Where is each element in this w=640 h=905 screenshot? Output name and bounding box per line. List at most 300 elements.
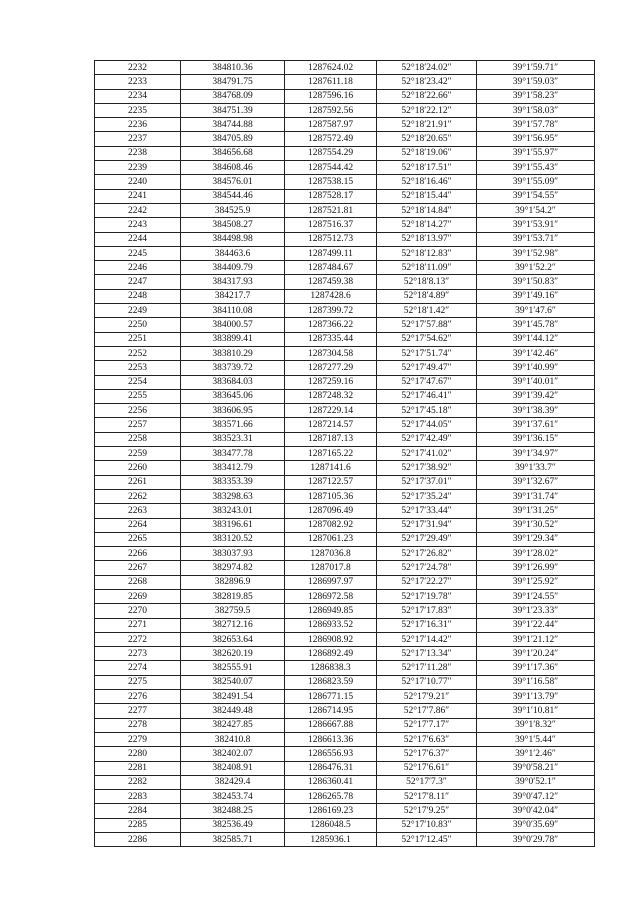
longitude-cell: 39°0′52.1″ <box>477 775 595 789</box>
latitude-cell: 52°17′16.31″ <box>377 618 477 632</box>
point-number-cell: 2266 <box>95 547 181 561</box>
table-row <box>95 461 595 475</box>
y-coordinate-cell: 1286838.3 <box>285 661 377 675</box>
x-coordinate-cell: 384525.9 <box>181 203 285 217</box>
point-number-cell: 2255 <box>95 389 181 403</box>
longitude-cell: 39°1′53.71″ <box>477 232 595 246</box>
point-number-cell: 2267 <box>95 561 181 575</box>
y-coordinate-cell: 1287082.92 <box>285 518 377 532</box>
y-coordinate-cell: 1287428.6 <box>285 289 377 303</box>
latitude-cell: 52°17′26.82″ <box>377 547 477 561</box>
longitude-cell: 39°0′47.12″ <box>477 790 595 804</box>
latitude-cell: 52°17′6.63″ <box>377 732 477 746</box>
point-number-cell: 2276 <box>95 690 181 704</box>
table-row <box>95 89 595 103</box>
y-coordinate-cell: 1285936.1 <box>285 833 377 847</box>
x-coordinate-cell: 384656.68 <box>181 146 285 160</box>
latitude-cell: 52°17′9.25″ <box>377 804 477 818</box>
latitude-cell: 52°17′7.3″ <box>377 775 477 789</box>
x-coordinate-cell: 383243.01 <box>181 504 285 518</box>
y-coordinate-cell: 1286265.78 <box>285 790 377 804</box>
longitude-cell: 39°1′13.79″ <box>477 690 595 704</box>
point-number-cell: 2253 <box>95 361 181 375</box>
x-coordinate-cell: 383353.39 <box>181 475 285 489</box>
longitude-cell: 39°1′2.46″ <box>477 747 595 761</box>
point-number-cell: 2233 <box>95 75 181 89</box>
longitude-cell: 39°1′38.39″ <box>477 404 595 418</box>
latitude-cell: 52°17′7.17″ <box>377 718 477 732</box>
latitude-cell: 52°18′14.27″ <box>377 218 477 232</box>
longitude-cell: 39°1′55.43″ <box>477 161 595 175</box>
y-coordinate-cell: 1287229.14 <box>285 404 377 418</box>
latitude-cell: 52°18′21.91″ <box>377 118 477 132</box>
point-number-cell: 2259 <box>95 447 181 461</box>
x-coordinate-cell: 383412.79 <box>181 461 285 475</box>
point-number-cell: 2256 <box>95 404 181 418</box>
longitude-cell: 39°0′35.69″ <box>477 818 595 832</box>
point-number-cell: 2275 <box>95 675 181 689</box>
y-coordinate-cell: 1286556.93 <box>285 747 377 761</box>
table-row <box>95 575 595 589</box>
x-coordinate-cell: 384544.46 <box>181 189 285 203</box>
y-coordinate-cell: 1286997.97 <box>285 575 377 589</box>
point-number-cell: 2262 <box>95 489 181 503</box>
longitude-cell: 39°1′26.99″ <box>477 561 595 575</box>
longitude-cell: 39°1′57.78″ <box>477 118 595 132</box>
x-coordinate-cell: 382408.91 <box>181 761 285 775</box>
point-number-cell: 2283 <box>95 790 181 804</box>
longitude-cell: 39°0′58.21″ <box>477 761 595 775</box>
longitude-cell: 39°1′44.12″ <box>477 332 595 346</box>
y-coordinate-cell: 1286908.92 <box>285 632 377 646</box>
y-coordinate-cell: 1287335.44 <box>285 332 377 346</box>
longitude-cell: 39°1′33.7″ <box>477 461 595 475</box>
x-coordinate-cell: 384608.46 <box>181 161 285 175</box>
y-coordinate-cell: 1286667.88 <box>285 718 377 732</box>
table-row <box>95 346 595 360</box>
latitude-cell: 52°17′51.74″ <box>377 346 477 360</box>
y-coordinate-cell: 1287304.58 <box>285 346 377 360</box>
x-coordinate-cell: 383120.52 <box>181 532 285 546</box>
x-coordinate-cell: 383196.61 <box>181 518 285 532</box>
x-coordinate-cell: 382410.8 <box>181 732 285 746</box>
x-coordinate-cell: 383684.03 <box>181 375 285 389</box>
longitude-cell: 39°1′54.2″ <box>477 203 595 217</box>
table-row <box>95 704 595 718</box>
y-coordinate-cell: 1287544.42 <box>285 161 377 175</box>
x-coordinate-cell: 383739.72 <box>181 361 285 375</box>
x-coordinate-cell: 382402.07 <box>181 747 285 761</box>
y-coordinate-cell: 1287499.11 <box>285 246 377 260</box>
y-coordinate-cell: 1287538.15 <box>285 175 377 189</box>
table-row <box>95 604 595 618</box>
latitude-cell: 52°18′23.42″ <box>377 75 477 89</box>
latitude-cell: 52°17′31.94″ <box>377 518 477 532</box>
point-number-cell: 2247 <box>95 275 181 289</box>
y-coordinate-cell: 1287122.57 <box>285 475 377 489</box>
table-row <box>95 732 595 746</box>
point-number-cell: 2264 <box>95 518 181 532</box>
point-number-cell: 2232 <box>95 61 181 75</box>
table-row <box>95 432 595 446</box>
longitude-cell: 39°1′25.92″ <box>477 575 595 589</box>
table-row <box>95 404 595 418</box>
y-coordinate-cell: 1287248.32 <box>285 389 377 403</box>
y-coordinate-cell: 1287165.22 <box>285 447 377 461</box>
point-number-cell: 2286 <box>95 833 181 847</box>
table-row <box>95 618 595 632</box>
table-row <box>95 261 595 275</box>
table-row <box>95 475 595 489</box>
latitude-cell: 52°17′8.11″ <box>377 790 477 804</box>
point-number-cell: 2257 <box>95 418 181 432</box>
y-coordinate-cell: 1287624.02 <box>285 61 377 75</box>
latitude-cell: 52°17′10.83″ <box>377 818 477 832</box>
latitude-cell: 52°17′19.78″ <box>377 589 477 603</box>
x-coordinate-cell: 384751.39 <box>181 103 285 117</box>
table-row <box>95 75 595 89</box>
y-coordinate-cell: 1287277.29 <box>285 361 377 375</box>
longitude-cell: 39°1′37.61″ <box>477 418 595 432</box>
x-coordinate-cell: 384498.98 <box>181 232 285 246</box>
latitude-cell: 52°17′49.47″ <box>377 361 477 375</box>
x-coordinate-cell: 384791.75 <box>181 75 285 89</box>
table-row <box>95 790 595 804</box>
longitude-cell: 39°1′8.32″ <box>477 718 595 732</box>
latitude-cell: 52°18′17.51″ <box>377 161 477 175</box>
longitude-cell: 39°1′5.44″ <box>477 732 595 746</box>
table-row <box>95 203 595 217</box>
longitude-cell: 39°1′34.97″ <box>477 447 595 461</box>
latitude-cell: 52°17′17.83″ <box>377 604 477 618</box>
latitude-cell: 52°17′38.92″ <box>377 461 477 475</box>
x-coordinate-cell: 383571.66 <box>181 418 285 432</box>
longitude-cell: 39°1′30.52″ <box>477 518 595 532</box>
y-coordinate-cell: 1287512.73 <box>285 232 377 246</box>
x-coordinate-cell: 382896.9 <box>181 575 285 589</box>
y-coordinate-cell: 1287459.38 <box>285 275 377 289</box>
longitude-cell: 39°1′47.6″ <box>477 304 595 318</box>
y-coordinate-cell: 1287484.67 <box>285 261 377 275</box>
coordinate-table-body <box>95 61 595 847</box>
table-row <box>95 561 595 575</box>
latitude-cell: 52°18′4.89″ <box>377 289 477 303</box>
table-row <box>95 690 595 704</box>
longitude-cell: 39°1′53.91″ <box>477 218 595 232</box>
longitude-cell: 39°1′45.78″ <box>477 318 595 332</box>
table-row <box>95 818 595 832</box>
longitude-cell: 39°0′42.04″ <box>477 804 595 818</box>
x-coordinate-cell: 383037.93 <box>181 547 285 561</box>
longitude-cell: 39°1′40.99″ <box>477 361 595 375</box>
longitude-cell: 39°1′31.25″ <box>477 504 595 518</box>
x-coordinate-cell: 384705.89 <box>181 132 285 146</box>
y-coordinate-cell: 1287036.8 <box>285 547 377 561</box>
point-number-cell: 2269 <box>95 589 181 603</box>
y-coordinate-cell: 1287259.16 <box>285 375 377 389</box>
y-coordinate-cell: 1286823.59 <box>285 675 377 689</box>
point-number-cell: 2234 <box>95 89 181 103</box>
latitude-cell: 52°17′41.02″ <box>377 447 477 461</box>
table-row <box>95 675 595 689</box>
point-number-cell: 2239 <box>95 161 181 175</box>
longitude-cell: 39°1′32.67″ <box>477 475 595 489</box>
table-row <box>95 189 595 203</box>
longitude-cell: 39°1′22.44″ <box>477 618 595 632</box>
table-row <box>95 61 595 75</box>
longitude-cell: 39°1′16.58″ <box>477 675 595 689</box>
point-number-cell: 2241 <box>95 189 181 203</box>
point-number-cell: 2254 <box>95 375 181 389</box>
point-number-cell: 2273 <box>95 647 181 661</box>
point-number-cell: 2242 <box>95 203 181 217</box>
y-coordinate-cell: 1287572.49 <box>285 132 377 146</box>
y-coordinate-cell: 1286613.36 <box>285 732 377 746</box>
latitude-cell: 52°17′42.49″ <box>377 432 477 446</box>
longitude-cell: 39°1′31.74″ <box>477 489 595 503</box>
y-coordinate-cell: 1287061.23 <box>285 532 377 546</box>
longitude-cell: 39°1′59.71″ <box>477 61 595 75</box>
y-coordinate-cell: 1287592.56 <box>285 103 377 117</box>
x-coordinate-cell: 384768.09 <box>181 89 285 103</box>
x-coordinate-cell: 384110.08 <box>181 304 285 318</box>
longitude-cell: 39°1′20.24″ <box>477 647 595 661</box>
latitude-cell: 52°17′45.18″ <box>377 404 477 418</box>
table-row <box>95 489 595 503</box>
point-number-cell: 2282 <box>95 775 181 789</box>
x-coordinate-cell: 382819.85 <box>181 589 285 603</box>
y-coordinate-cell: 1287611.18 <box>285 75 377 89</box>
y-coordinate-cell: 1287366.22 <box>285 318 377 332</box>
latitude-cell: 52°17′29.49″ <box>377 532 477 546</box>
latitude-cell: 52°17′6.37″ <box>377 747 477 761</box>
x-coordinate-cell: 382653.64 <box>181 632 285 646</box>
point-number-cell: 2235 <box>95 103 181 117</box>
latitude-cell: 52°17′13.34″ <box>377 647 477 661</box>
x-coordinate-cell: 384409.79 <box>181 261 285 275</box>
longitude-cell: 39°1′59.03″ <box>477 75 595 89</box>
y-coordinate-cell: 1287528.17 <box>285 189 377 203</box>
table-row <box>95 289 595 303</box>
x-coordinate-cell: 382536.49 <box>181 818 285 832</box>
longitude-cell: 39°1′54.55″ <box>477 189 595 203</box>
table-row <box>95 332 595 346</box>
point-number-cell: 2260 <box>95 461 181 475</box>
y-coordinate-cell: 1286476.31 <box>285 761 377 775</box>
point-number-cell: 2274 <box>95 661 181 675</box>
point-number-cell: 2279 <box>95 732 181 746</box>
longitude-cell: 39°1′52.2″ <box>477 261 595 275</box>
y-coordinate-cell: 1287554.29 <box>285 146 377 160</box>
y-coordinate-cell: 1286360.41 <box>285 775 377 789</box>
longitude-cell: 39°1′28.02″ <box>477 547 595 561</box>
latitude-cell: 52°18′1.42″ <box>377 304 477 318</box>
x-coordinate-cell: 384000.57 <box>181 318 285 332</box>
y-coordinate-cell: 1287141.6 <box>285 461 377 475</box>
point-number-cell: 2272 <box>95 632 181 646</box>
table-row <box>95 447 595 461</box>
longitude-cell: 39°1′17.36″ <box>477 661 595 675</box>
y-coordinate-cell: 1286169.23 <box>285 804 377 818</box>
point-number-cell: 2271 <box>95 618 181 632</box>
point-number-cell: 2265 <box>95 532 181 546</box>
point-number-cell: 2268 <box>95 575 181 589</box>
y-coordinate-cell: 1286771.15 <box>285 690 377 704</box>
x-coordinate-cell: 382540.07 <box>181 675 285 689</box>
x-coordinate-cell: 382712.16 <box>181 618 285 632</box>
latitude-cell: 52°18′19.06″ <box>377 146 477 160</box>
x-coordinate-cell: 384744.88 <box>181 118 285 132</box>
point-number-cell: 2261 <box>95 475 181 489</box>
table-row <box>95 103 595 117</box>
table-row <box>95 504 595 518</box>
point-number-cell: 2251 <box>95 332 181 346</box>
point-number-cell: 2277 <box>95 704 181 718</box>
longitude-cell: 39°1′39.42″ <box>477 389 595 403</box>
point-number-cell: 2248 <box>95 289 181 303</box>
x-coordinate-cell: 384810.36 <box>181 61 285 75</box>
table-row <box>95 661 595 675</box>
point-number-cell: 2263 <box>95 504 181 518</box>
y-coordinate-cell: 1287017.8 <box>285 561 377 575</box>
y-coordinate-cell: 1286949.85 <box>285 604 377 618</box>
point-number-cell: 2240 <box>95 175 181 189</box>
point-number-cell: 2285 <box>95 818 181 832</box>
table-row <box>95 361 595 375</box>
x-coordinate-cell: 384463.6 <box>181 246 285 260</box>
table-row <box>95 418 595 432</box>
latitude-cell: 52°17′44.05″ <box>377 418 477 432</box>
table-row <box>95 775 595 789</box>
table-row <box>95 375 595 389</box>
point-number-cell: 2237 <box>95 132 181 146</box>
latitude-cell: 52°17′37.01″ <box>377 475 477 489</box>
table-row <box>95 161 595 175</box>
table-row <box>95 833 595 847</box>
table-row <box>95 747 595 761</box>
point-number-cell: 2250 <box>95 318 181 332</box>
table-row <box>95 318 595 332</box>
latitude-cell: 52°17′57.88″ <box>377 318 477 332</box>
x-coordinate-cell: 383298.63 <box>181 489 285 503</box>
latitude-cell: 52°18′8.13″ <box>377 275 477 289</box>
table-row <box>95 718 595 732</box>
y-coordinate-cell: 1287214.57 <box>285 418 377 432</box>
x-coordinate-cell: 383899.41 <box>181 332 285 346</box>
point-number-cell: 2258 <box>95 432 181 446</box>
x-coordinate-cell: 383810.29 <box>181 346 285 360</box>
longitude-cell: 39°1′23.33″ <box>477 604 595 618</box>
longitude-cell: 39°1′58.03″ <box>477 103 595 117</box>
point-number-cell: 2244 <box>95 232 181 246</box>
latitude-cell: 52°18′16.46″ <box>377 175 477 189</box>
latitude-cell: 52°18′22.66″ <box>377 89 477 103</box>
latitude-cell: 52°17′11.28″ <box>377 661 477 675</box>
longitude-cell: 39°1′10.81″ <box>477 704 595 718</box>
y-coordinate-cell: 1287105.36 <box>285 489 377 503</box>
coordinate-table <box>94 60 595 847</box>
table-row <box>95 547 595 561</box>
longitude-cell: 39°1′50.83″ <box>477 275 595 289</box>
latitude-cell: 52°17′35.24″ <box>377 489 477 503</box>
x-coordinate-cell: 384576.01 <box>181 175 285 189</box>
latitude-cell: 52°18′24.02″ <box>377 61 477 75</box>
y-coordinate-cell: 1287587.97 <box>285 118 377 132</box>
latitude-cell: 52°17′9.21″ <box>377 690 477 704</box>
longitude-cell: 39°1′21.12″ <box>477 632 595 646</box>
longitude-cell: 39°1′58.23″ <box>477 89 595 103</box>
longitude-cell: 39°1′36.15″ <box>477 432 595 446</box>
longitude-cell: 39°1′29.34″ <box>477 532 595 546</box>
table-row <box>95 804 595 818</box>
x-coordinate-cell: 383477.78 <box>181 447 285 461</box>
table-row <box>95 532 595 546</box>
latitude-cell: 52°18′12.83″ <box>377 246 477 260</box>
x-coordinate-cell: 382491.54 <box>181 690 285 704</box>
table-row <box>95 146 595 160</box>
table-row <box>95 589 595 603</box>
x-coordinate-cell: 382555.91 <box>181 661 285 675</box>
latitude-cell: 52°17′46.41″ <box>377 389 477 403</box>
y-coordinate-cell: 1286048.5 <box>285 818 377 832</box>
latitude-cell: 52°18′13.97″ <box>377 232 477 246</box>
longitude-cell: 39°1′40.01″ <box>477 375 595 389</box>
x-coordinate-cell: 384508.27 <box>181 218 285 232</box>
y-coordinate-cell: 1287521.81 <box>285 203 377 217</box>
x-coordinate-cell: 383606.95 <box>181 404 285 418</box>
x-coordinate-cell: 384217.7 <box>181 289 285 303</box>
point-number-cell: 2238 <box>95 146 181 160</box>
point-number-cell: 2280 <box>95 747 181 761</box>
latitude-cell: 52°17′33.44″ <box>377 504 477 518</box>
x-coordinate-cell: 382427.85 <box>181 718 285 732</box>
point-number-cell: 2270 <box>95 604 181 618</box>
table-row <box>95 118 595 132</box>
longitude-cell: 39°1′24.55″ <box>477 589 595 603</box>
longitude-cell: 39°1′49.16″ <box>477 289 595 303</box>
point-number-cell: 2243 <box>95 218 181 232</box>
y-coordinate-cell: 1287187.13 <box>285 432 377 446</box>
point-number-cell: 2246 <box>95 261 181 275</box>
latitude-cell: 52°18′22.12″ <box>377 103 477 117</box>
table-row <box>95 761 595 775</box>
y-coordinate-cell: 1286933.52 <box>285 618 377 632</box>
point-number-cell: 2278 <box>95 718 181 732</box>
latitude-cell: 52°17′47.67″ <box>377 375 477 389</box>
x-coordinate-cell: 382488.25 <box>181 804 285 818</box>
point-number-cell: 2245 <box>95 246 181 260</box>
table-row <box>95 218 595 232</box>
x-coordinate-cell: 382429.4 <box>181 775 285 789</box>
table-row <box>95 304 595 318</box>
latitude-cell: 52°18′11.09″ <box>377 261 477 275</box>
latitude-cell: 52°18′14.84″ <box>377 203 477 217</box>
longitude-cell: 39°1′56.95″ <box>477 132 595 146</box>
x-coordinate-cell: 382759.5 <box>181 604 285 618</box>
table-row <box>95 132 595 146</box>
latitude-cell: 52°17′7.86″ <box>377 704 477 718</box>
point-number-cell: 2252 <box>95 346 181 360</box>
longitude-cell: 39°0′29.78″ <box>477 833 595 847</box>
point-number-cell: 2281 <box>95 761 181 775</box>
x-coordinate-cell: 383645.06 <box>181 389 285 403</box>
longitude-cell: 39°1′55.09″ <box>477 175 595 189</box>
x-coordinate-cell: 382585.71 <box>181 833 285 847</box>
latitude-cell: 52°18′15.44″ <box>377 189 477 203</box>
y-coordinate-cell: 1286714.95 <box>285 704 377 718</box>
longitude-cell: 39°1′55.97″ <box>477 146 595 160</box>
latitude-cell: 52°17′10.77″ <box>377 675 477 689</box>
